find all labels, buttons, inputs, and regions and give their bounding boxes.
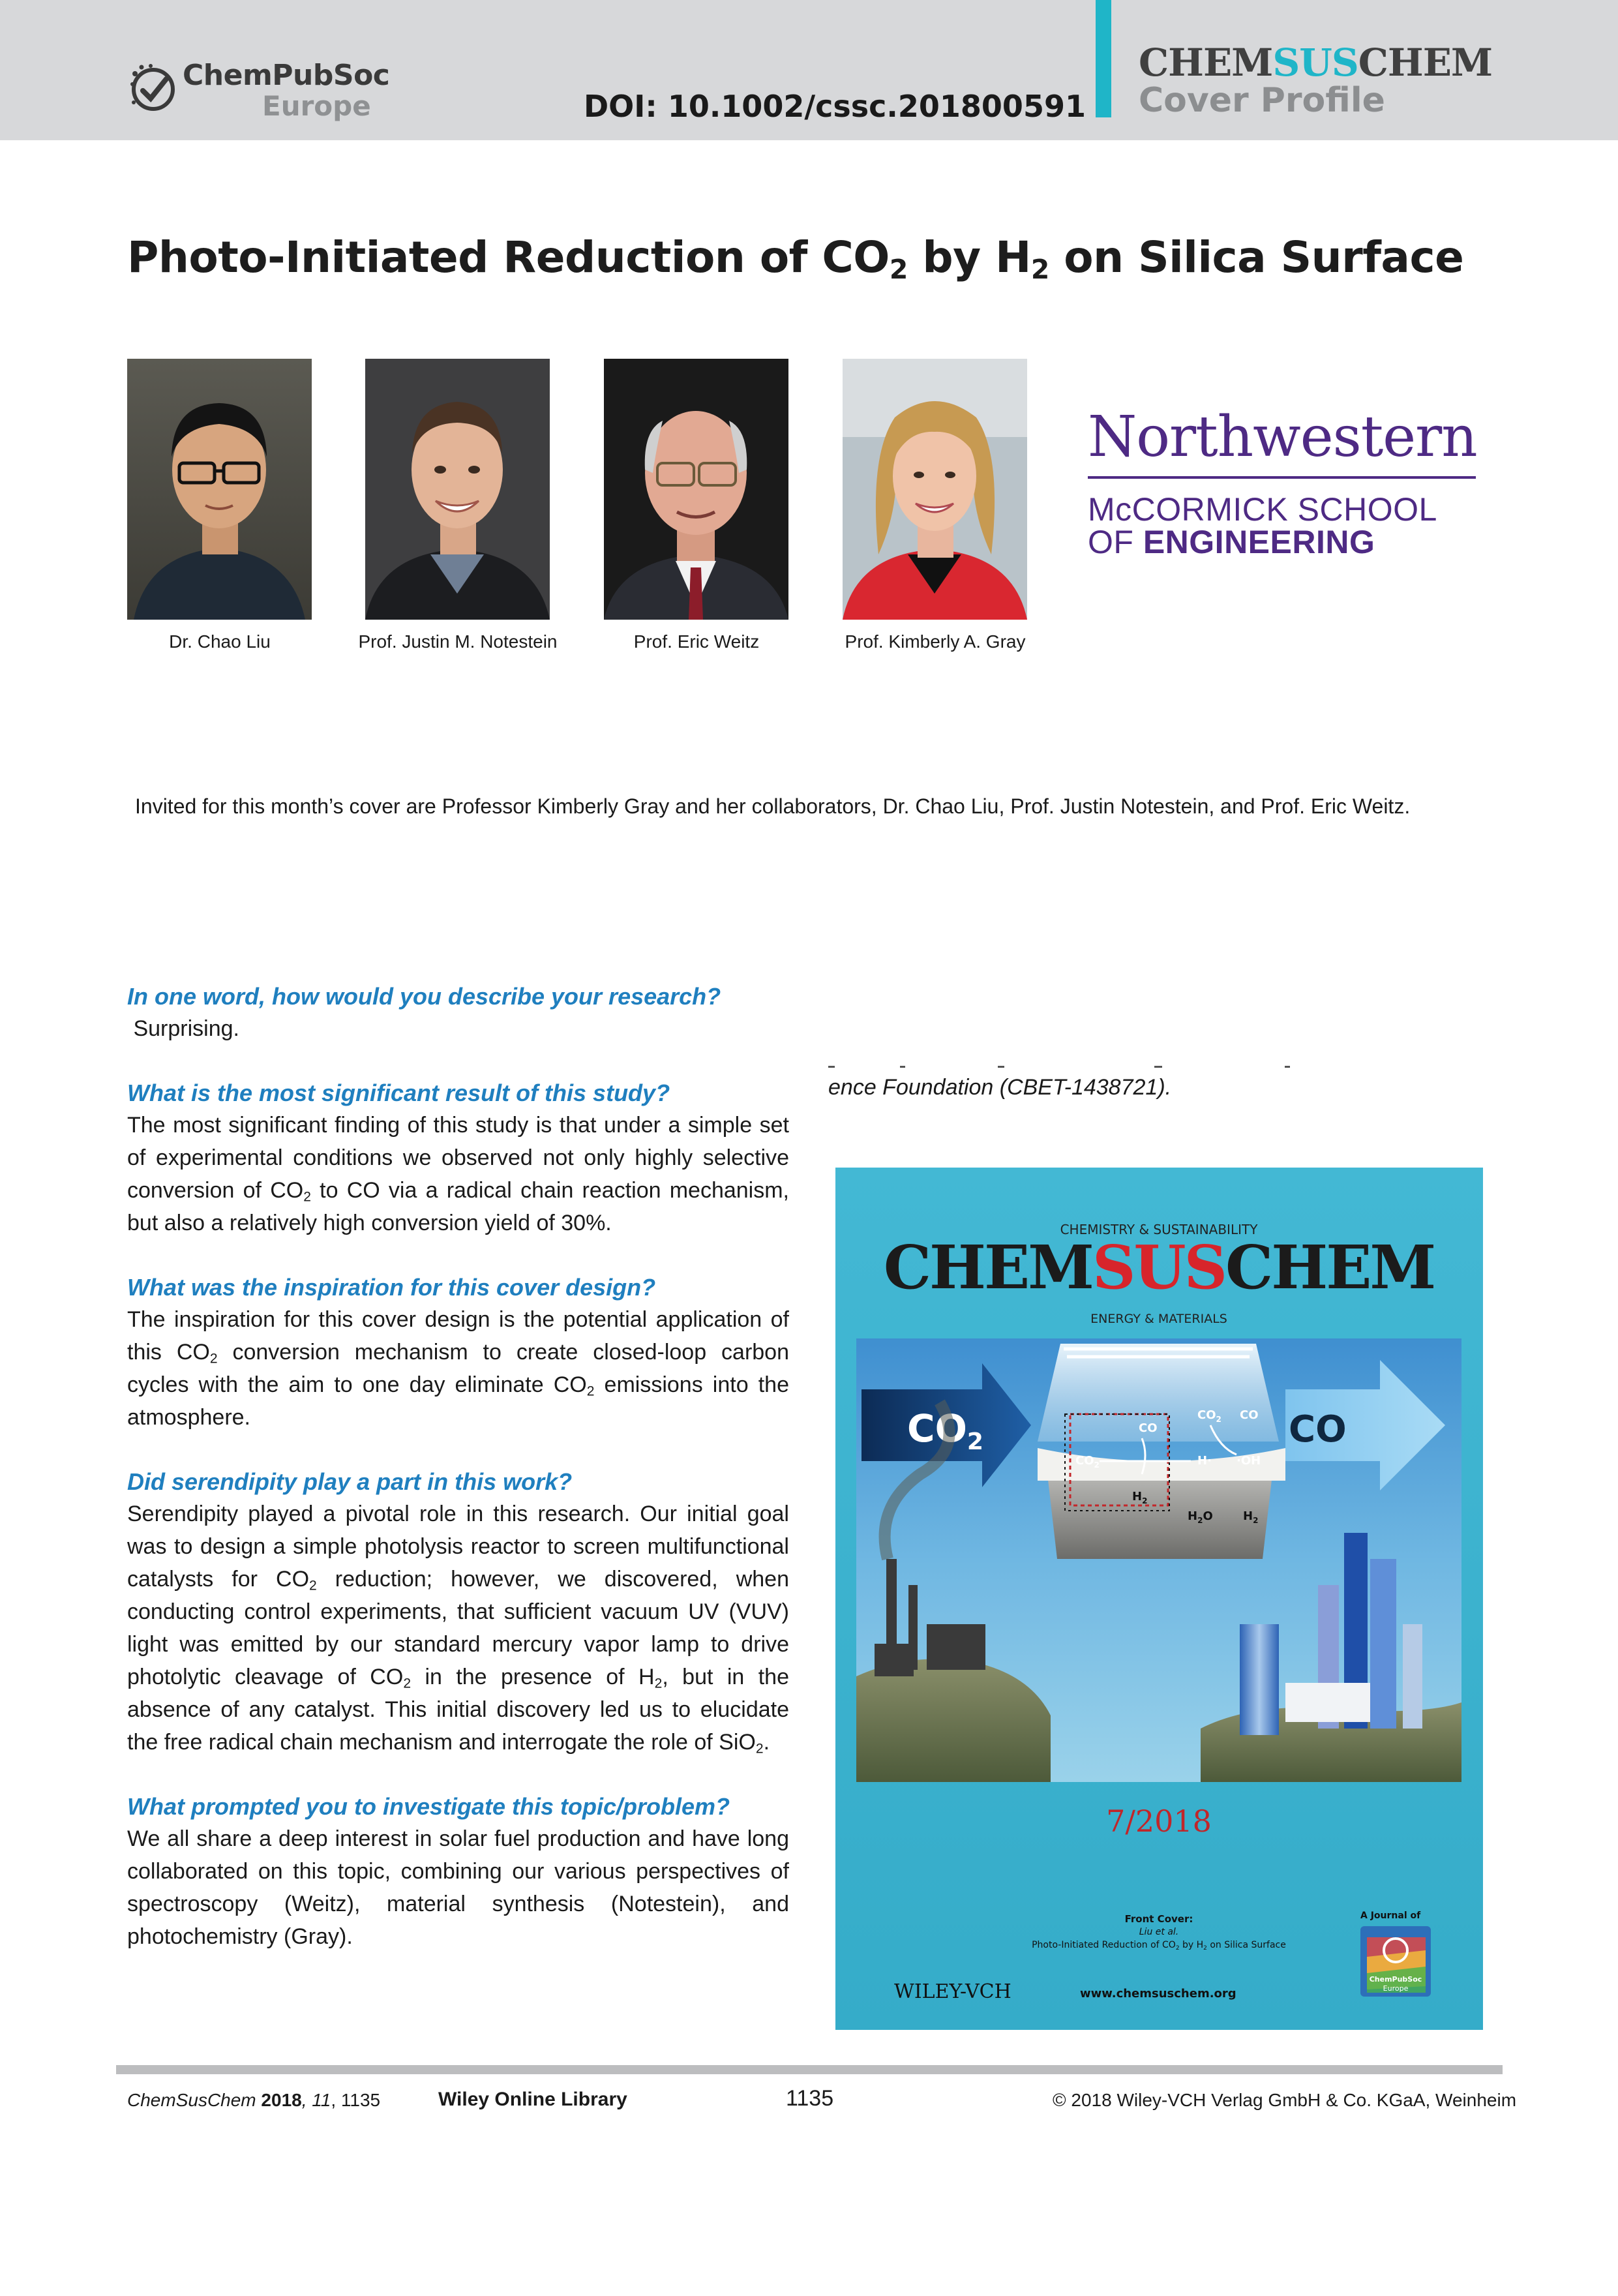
journal-name-sus: SUS [1272, 40, 1358, 85]
question-1: In one word, how would you describe your research? [127, 983, 721, 1010]
cover-tagline: ENERGY & MATERIALS [1090, 1312, 1227, 1326]
answer-text: , but in the absence of any catalyst. This initial discovery led us to elucidate the free radical chain mechanism and interrogate the role of SiO [127, 1665, 789, 1755]
answer-2 [127, 1109, 789, 1239]
chempubsoc-badge-icon [1360, 1926, 1431, 1997]
label-h2-text: H [1243, 1509, 1253, 1523]
cover-journal-of: A Journal of [1360, 1911, 1421, 1921]
footer-copyright: © 2018 Wiley-VCH Verlag GmbH & Co. KGaA, Weinheim [1053, 2090, 1517, 2110]
arrow-left-text: CO [907, 1406, 967, 1451]
label-h-radical: H· [1197, 1454, 1212, 1468]
subscript: 2 [309, 1578, 317, 1594]
institution-line1: McCORMICK SCHOOL [1088, 491, 1437, 528]
cover-masthead-post: CHEM [1225, 1232, 1435, 1303]
label-co-top: CO [1139, 1421, 1158, 1435]
title-part: Photo-Initiated Reduction of CO [127, 232, 890, 282]
label-h2-box: $H_2$ [1132, 1490, 1148, 1505]
cover-front-authors: Liu et al. [1139, 1927, 1179, 1937]
footer-citation-year: 2018 [256, 2090, 302, 2110]
doi-label[interactable]: DOI: 10.1002/cssc.201800591 [584, 89, 1086, 124]
answer-text: to CO via a radical chain reaction mechanism, but also a relatively high conversion yield of 30%. [127, 1178, 790, 1235]
cover-front-title-sub2: 2 [1203, 1945, 1207, 1952]
answer-5: We all share a deep interest in solar fuel production and have long collaborated on this topic, combining our various perspectives of spectroscopy (Weitz), material synthesis (Notestein), and photochemistry (Gray). [127, 1826, 789, 1949]
label-oh-radical: ·OH [1236, 1454, 1261, 1468]
question-4: Did serendipity play a part in this work? [127, 1468, 573, 1495]
answer-text: conversion mechanism to create closed-loop carbon cycles with the aim to one day eliminate CO [127, 1340, 789, 1397]
cover-front-title-3: on Silica Surface [1206, 1940, 1286, 1950]
cover-issue: 7/2018 [1106, 1804, 1212, 1839]
subscript: 2 [403, 1676, 412, 1691]
label-h2-box-text: H [1132, 1490, 1143, 1503]
author-photo-weitz [604, 359, 788, 620]
journal-name-chem: CHEM [1139, 40, 1273, 85]
footer-citation-page: , 1135 [331, 2090, 381, 2110]
title-part: by H [907, 232, 1031, 282]
section-label: Cover Profile [1139, 81, 1385, 120]
footer-rule [116, 2065, 1503, 2074]
cover-masthead [884, 1232, 1434, 1303]
accent-bar [1096, 0, 1111, 117]
label-h2o: $H_2O$ [1188, 1509, 1213, 1525]
caption-notestein: Prof. Justin M. Notestein [358, 631, 558, 652]
cover-front-title-2: by H [1179, 1940, 1204, 1950]
badge-line1: ChemPubSoc [1369, 1975, 1422, 1984]
cover-masthead-pre: CHEM [883, 1232, 1092, 1303]
cover-masthead-mid: SUS [1092, 1232, 1226, 1303]
cover-url: www.chemsuschem.org [1080, 1987, 1236, 2001]
answer-text: in the presence of H [411, 1665, 655, 1689]
answer-4 [127, 1498, 789, 1759]
author-photo-notestein [365, 359, 550, 620]
footer-citation-volume: , 11 [301, 2090, 331, 2110]
page-number: 1135 [786, 2086, 834, 2111]
label-co2-top-sub: 2 [1216, 1415, 1221, 1424]
answer-text: Serendipity played a pivotal role in this research. Our initial goal was to design a simple photolysis reactor to screen multifunctional catalysts for CO [127, 1502, 789, 1592]
journal-name-chem2: CHEM [1358, 40, 1493, 85]
author-photo-liu [127, 359, 312, 620]
footer-library-link[interactable]: Wiley Online Library [438, 2089, 627, 2110]
answer-1: Surprising. [127, 1016, 239, 1041]
chempubsoc-logo-icon [127, 62, 179, 114]
clipped-text-line [828, 1065, 1350, 1070]
silica-bed [1047, 1474, 1272, 1559]
answer-3 [127, 1303, 789, 1434]
title-part: on Silica Surface [1049, 232, 1464, 282]
label-co2-left-text: CO [1075, 1454, 1094, 1468]
institution-line2 [1088, 523, 1375, 561]
author-photo-gray [843, 359, 1027, 620]
question-2: What is the most significant result of this study? [127, 1080, 670, 1106]
caption-weitz: Prof. Eric Weitz [633, 631, 760, 652]
subscript: 2 [755, 1741, 764, 1757]
answer-text: . [763, 1730, 770, 1755]
journal-name [1139, 40, 1492, 85]
cover-front-title-sub: 2 [1175, 1945, 1180, 1952]
cover-front-title [1032, 1940, 1286, 1952]
question-3: What was the inspiration for this cover design? [127, 1274, 656, 1301]
title-subscript: 2 [1030, 254, 1049, 286]
cover-publisher: WILEY-VCH [894, 1980, 1011, 2003]
cover-front-label: Front Cover: [1124, 1913, 1193, 1925]
caption-liu: Dr. Chao Liu [169, 631, 271, 652]
answer-text: The inspiration for this cover design is the potential application of this CO [127, 1307, 789, 1365]
cover-kicker: CHEMISTRY & SUSTAINABILITY [1060, 1222, 1258, 1237]
institution-line2-bold: ENGINEERING [1143, 524, 1375, 560]
institution-line2-pre: OF [1088, 524, 1143, 560]
question-5: What prompted you to investigate this topic/problem? [127, 1793, 730, 1820]
label-h2: $H_2$ [1243, 1509, 1259, 1525]
caption-gray: Prof. Kimberly A. Gray [845, 631, 1026, 652]
cover-front-title-1: Photo-Initiated Reduction of CO [1032, 1940, 1176, 1950]
institution-name: Northwestern [1088, 404, 1477, 470]
institution-rule [1088, 476, 1476, 479]
arrow-right-label: CO [1289, 1408, 1347, 1451]
logo-text-europe: Europe [262, 90, 371, 122]
footer-citation-journal: ChemSusChem [127, 2090, 256, 2110]
subscript: 2 [303, 1189, 311, 1205]
title-subscript: 2 [889, 254, 908, 286]
funding-fragment: ence Foundation (CBET-1438721). [828, 1075, 1172, 1100]
answer-text: The most significant finding of this study is that under a simple set of experimental conditions we observed not only highly selective conversion of CO [127, 1113, 789, 1203]
label-co-right: CO [1240, 1408, 1259, 1422]
label-h2o-text: H [1188, 1509, 1198, 1523]
subscript: 2 [654, 1676, 663, 1691]
qa-column [127, 981, 789, 1986]
subscript: 2 [586, 1383, 595, 1399]
label-co2-left-sub: 2 [1094, 1460, 1100, 1470]
answer-text: reduction; however, we discovered, when conducting control experiments, that sufficient vacuum UV (VUV) light was emitted by our standard mercury vapor lamp to drive photolytic cleavage of CO [127, 1567, 789, 1689]
arrow-left-sub: 2 [966, 1428, 983, 1455]
footer-citation [127, 2090, 380, 2111]
journal-cover-image[interactable] [835, 1168, 1483, 2030]
label-co2-top-text: CO [1197, 1408, 1216, 1422]
answer-text: emissions into the atmosphere. [127, 1372, 789, 1430]
logo-text-chempubsoc: ChemPubSoc [183, 59, 390, 92]
subscript: 2 [209, 1351, 218, 1367]
article-title [127, 232, 1464, 286]
invited-statement: Invited for this month’s cover are Professor Kimberly Gray and her collaborators, Dr. Chao Liu, Prof. Justin Notestein, and Prof. Eric Weitz. [135, 794, 1411, 818]
badge-line2: Europe [1383, 1984, 1409, 1993]
